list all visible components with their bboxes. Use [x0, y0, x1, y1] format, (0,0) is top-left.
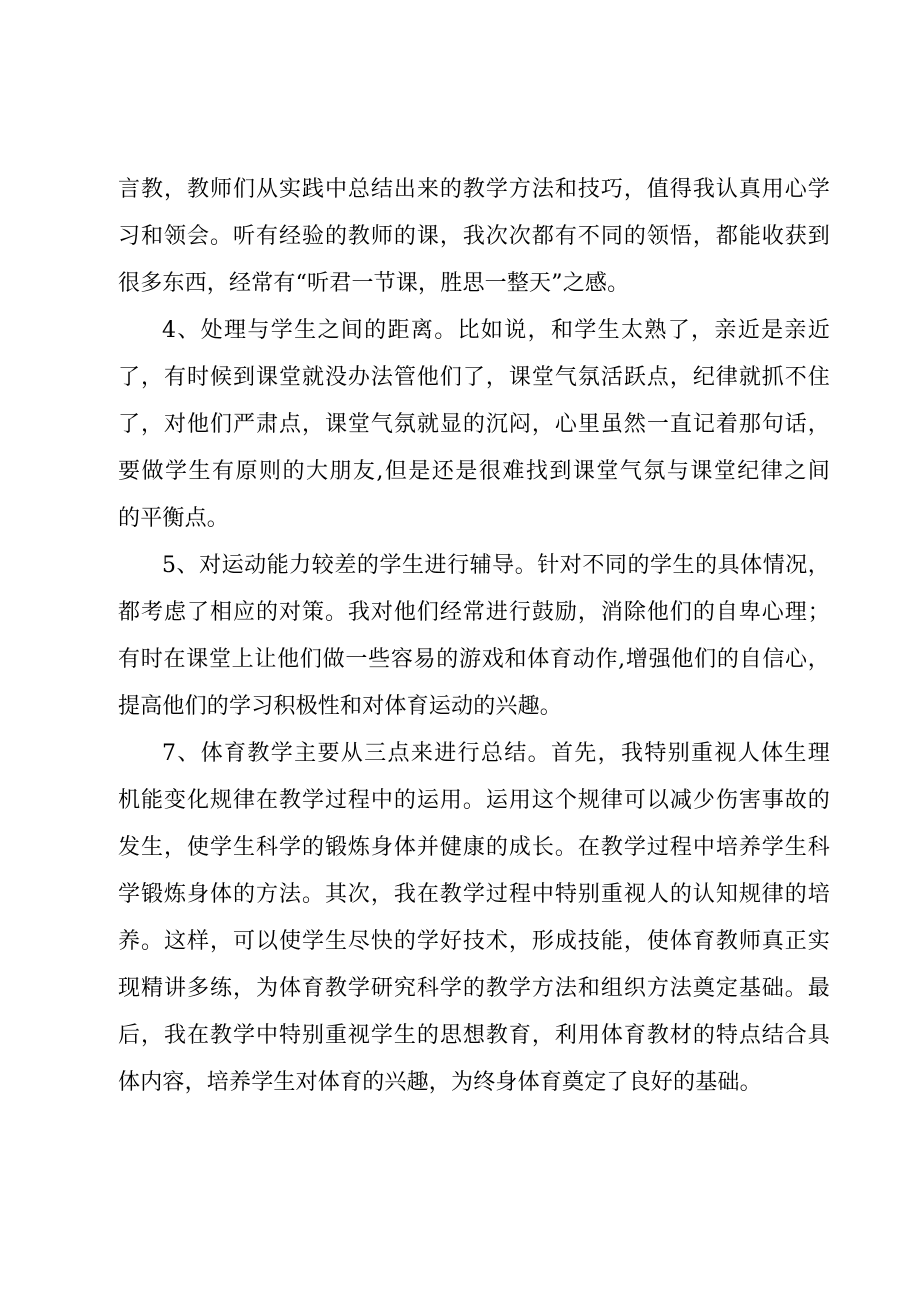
- text-line: 5、对运动能力较差的学生进行辅导。针对不同的学生的具体情况，: [162, 553, 830, 578]
- text-line: 提高他们的学习积极性和对体育运动的兴趣。: [118, 694, 563, 719]
- document-body: [118, 166, 830, 1106]
- text-line: 4、处理与学生之间的距离。比如说，和学生太熟了，亲近是亲近: [162, 318, 830, 343]
- text-line: 要做学生有原则的大朋友,但是还是很难找到课堂气氛与课堂纪律之间: [118, 459, 830, 484]
- text-line: 学锻炼身体的方法。其次，我在教学过程中特别重视人的认知规律的培: [118, 882, 830, 907]
- paragraph-item-7: [118, 730, 830, 1106]
- text-line: 养。这样，可以使学生尽快的学好技术，形成技能，使体育教师真正实: [118, 929, 830, 954]
- text-line: 了，有时候到课堂就没办法管他们了，课堂气氛活跃点，纪律就抓不住: [118, 365, 830, 390]
- text-line: 很多东西，经常有“听君一节课，胜思一整天”之感。: [118, 271, 630, 296]
- paragraph-item-4: [118, 307, 830, 542]
- text-line: 机能变化规律在教学过程中的运用。运用这个规律可以减少伤害事故的: [118, 788, 830, 813]
- paragraph-item-5: [118, 542, 830, 730]
- text-line: 习和领会。听有经验的教师的课，我次次都有不同的领悟，都能收获到: [118, 224, 830, 249]
- text-line: 有时在课堂上让他们做一些容易的游戏和体育动作,增强他们的自信心，: [118, 647, 830, 672]
- text-line: 体内容，培养学生对体育的兴趣，为终身体育奠定了良好的基础。: [118, 1070, 762, 1095]
- text-line: 现精讲多练，为体育教学研究科学的教学方法和组织方法奠定基础。最: [118, 976, 830, 1001]
- text-line: 都考虑了相应的对策。我对他们经常进行鼓励，消除他们的自卑心理；: [118, 600, 830, 625]
- text-line: 7、体育教学主要从三点来进行总结。首先，我特别重视人体生理: [162, 741, 830, 766]
- paragraph-continuation: [118, 166, 830, 307]
- text-line: 言教，教师们从实践中总结出来的教学方法和技巧，值得我认真用心学: [118, 177, 830, 202]
- text-line: 后，我在教学中特别重视学生的思想教育，利用体育教材的特点结合具: [118, 1023, 830, 1048]
- text-line: 了，对他们严肃点，课堂气氛就显的沉闷，心里虽然一直记着那句话，: [118, 412, 830, 437]
- text-line: 发生，使学生科学的锻炼身体并健康的成长。在教学过程中培养学生科: [118, 835, 830, 860]
- text-line: 的平衡点。: [118, 506, 230, 531]
